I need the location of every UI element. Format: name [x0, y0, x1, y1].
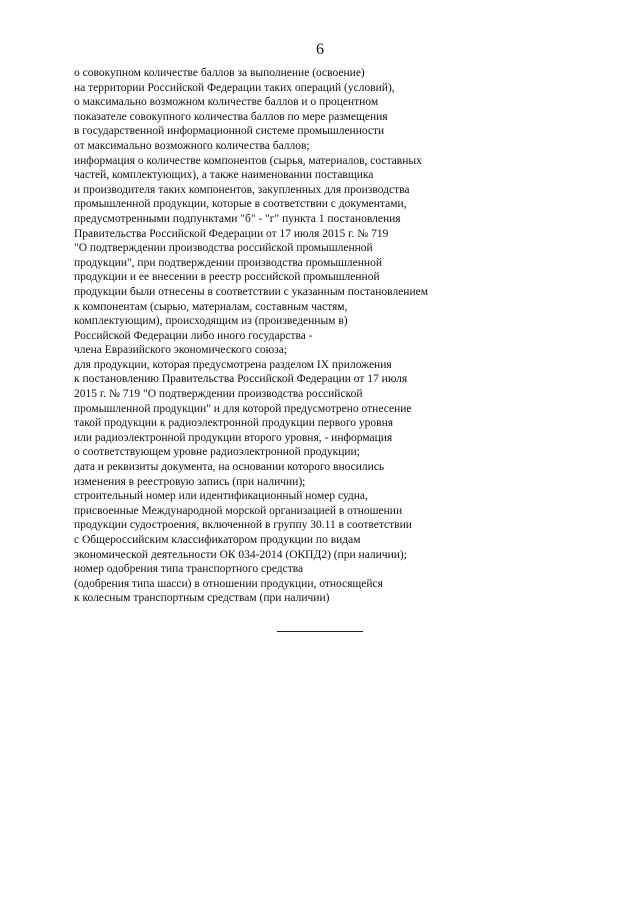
text-line: присвоенные Международной морской организацией в отношении	[74, 504, 403, 517]
text-line: с Общероссийским классификатором продукции по видам	[74, 534, 361, 546]
text-line: на территории Российской Федерации таких операций (условий),	[74, 81, 395, 94]
body-text	[74, 66, 494, 606]
text-line: предусмотренными подпунктами "б" - "г" пункта 1 постановления	[74, 212, 401, 225]
text-line: промышленной продукции, которые в соответствии с документами,	[74, 198, 407, 211]
page-number: 6	[316, 41, 324, 58]
text-line: к колесным транспортным средствам (при наличии)	[74, 592, 330, 605]
text-line: от максимально возможного количества баллов;	[74, 139, 310, 152]
text-line: изменения в реестровую запись (при наличии);	[74, 475, 306, 488]
text-line: дата и реквизиты документа, на основании которого вносились	[74, 461, 385, 474]
text-line: показателе совокупного количества баллов по мере размещения	[74, 110, 388, 123]
text-line: продукции судостроения, включенной в группу 30.11 в соответствии	[74, 519, 412, 532]
text-line: 2015 г. № 719 "О подтверждении производства российской	[74, 388, 363, 401]
text-line: такой продукции к радиоэлектронной продукции первого уровня	[74, 417, 394, 430]
text-line: "О подтверждении производства российской промышленной	[74, 242, 373, 255]
text-line: к компонентам (сырью, материалам, составным частям,	[74, 300, 348, 313]
text-line: продукции и ее внесении в реестр российской промышленной	[74, 271, 380, 284]
text-line: о максимально возможном количестве баллов и о процентном	[74, 96, 379, 109]
text-line: продукции были отнесены в соответствии с указанным постановлением	[74, 285, 428, 298]
text-line: промышленной продукции" и для которой предусмотрено отнесение	[74, 402, 412, 415]
text-line: или радиоэлектронной продукции второго уровня, - информация	[74, 431, 393, 444]
text-line: частей, комплектующих), а также наименовании поставщика	[74, 169, 374, 182]
text-line: информация о количестве компонентов (сырья, материалов, составных	[74, 154, 422, 167]
text-line: продукции", при подтверждении производства промышленной	[74, 256, 382, 269]
text-line: в государственной информационной системе промышленности	[74, 125, 385, 138]
text-line: для продукции, которая предусмотрена разделом IX приложения	[74, 358, 392, 371]
text-line: Российской Федерации либо иного государства -	[74, 329, 313, 342]
text-line: строительный номер или идентификационный номер судна,	[74, 490, 368, 503]
text-line: экономической деятельности ОК 034-2014 (ОКПД2) (при наличии);	[74, 548, 407, 561]
text-line: члена Евразийского экономического союза;	[74, 344, 288, 357]
text-line: и производителя таких компонентов, закупленных для производства	[74, 183, 410, 196]
text-line: номер одобрения типа транспортного средства	[74, 563, 304, 576]
text-line: к постановлению Правительства Российской Федерации от 17 июля	[74, 373, 408, 386]
text-line: Правительства Российской Федерации от 17 июля 2015 г. № 719	[74, 227, 389, 240]
text-line: комплектующим), происходящим из (произведенным в)	[74, 315, 348, 328]
text-line: о соответствующем уровне радиоэлектронной продукции;	[74, 446, 360, 459]
end-of-text-rule	[277, 631, 363, 632]
text-line: о совокупном количестве баллов за выполнение (освоение)	[74, 67, 365, 79]
text-line: (одобрения типа шасси) в отношении продукции, относящейся	[74, 577, 383, 590]
